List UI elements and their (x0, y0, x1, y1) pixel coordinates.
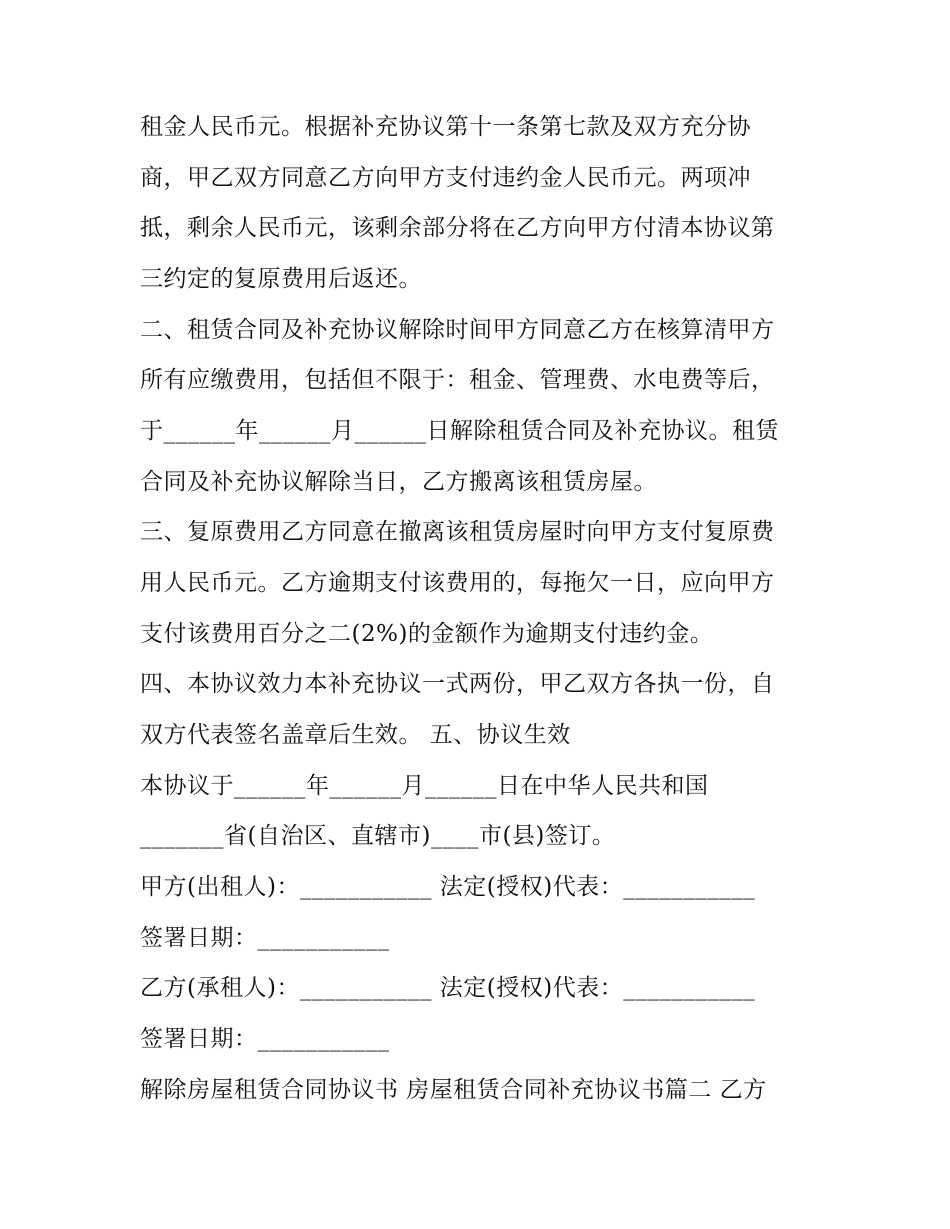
text-line-2: 商，甲乙双方同意乙方向甲方支付违约金人民币元。两项冲 (140, 165, 751, 191)
text-line-5: 二、租赁合同及补充协议解除时间甲方同意乙方在核算清甲方 (140, 317, 775, 343)
text-line-19: 签署日期：___________ (140, 1026, 390, 1052)
text-line-11: 支付该费用百分之二(2%)的金额作为逾期支付违约金。 (140, 621, 714, 647)
text-line-8: 合同及补充协议解除当日，乙方搬离该租赁房屋。 (140, 469, 657, 495)
text-line-17: 签署日期：___________ (140, 925, 390, 951)
text-line-10: 用人民币元。乙方逾期支付该费用的，每拖欠一日，应向甲方 (140, 570, 775, 596)
text-line-18: 乙方(承租人)：___________ 法定(授权)代表：___________ (140, 975, 756, 1001)
text-line-15: _______省(自治区、直辖市)____市(县)签订。 (140, 823, 616, 849)
text-line-20: 解除房屋租赁合同协议书 房屋租赁合同补充协议书篇二 乙方 (140, 1077, 767, 1103)
text-line-4: 三约定的复原费用后返还。 (140, 266, 422, 292)
text-line-14: 本协议于______年______月______日在中华人民共和国 (140, 773, 709, 799)
text-line-12: 四、本协议效力本补充协议一式两份，甲乙双方各执一份，自 (140, 671, 775, 697)
text-line-3: 抵，剩余人民币元，该剩余部分将在乙方向甲方付清本协议第 (140, 215, 775, 241)
text-line-7: 于______年______月______日解除租赁合同及补充协议。租赁 (140, 418, 779, 444)
text-line-13: 双方代表签名盖章后生效。 五、协议生效 (140, 722, 571, 748)
text-line-16: 甲方(出租人)：___________ 法定(授权)代表：___________ (140, 874, 756, 900)
text-line-6: 所有应缴费用，包括但不限于：租金、管理费、水电费等后， (140, 367, 775, 393)
text-line-9: 三、复原费用乙方同意在撤离该租赁房屋时向甲方支付复原费 (140, 519, 775, 545)
text-line-1: 租金人民币元。根据补充协议第十一条第七款及双方充分协 (140, 114, 751, 140)
